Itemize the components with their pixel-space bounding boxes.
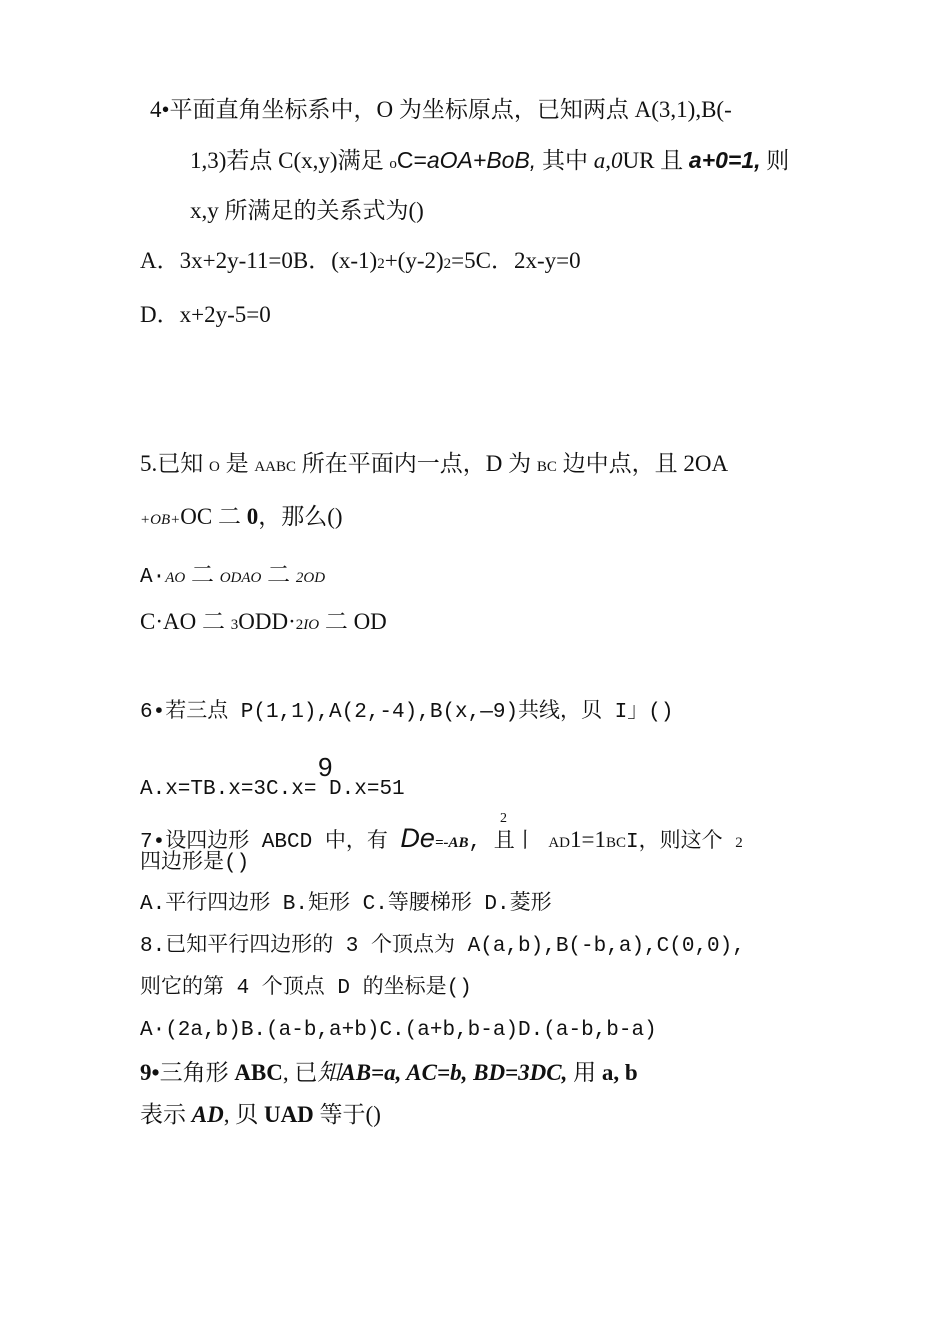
q7-sub-2: 2 (735, 835, 743, 851)
q9-line-1 (140, 1058, 638, 1088)
q5-zero: 0 (246, 504, 259, 529)
q5-text: 5.已知 (140, 451, 209, 476)
q5-option-label: A· (140, 566, 166, 589)
q5-text: 是 (219, 451, 255, 476)
q9-text: 表示 (140, 1102, 192, 1127)
q5-vector: IO (303, 617, 320, 633)
q5-text: 二 (261, 562, 296, 587)
q8-options: A·(2a,b)B.(a-b,a+b)C.(a+b,b-a)D.(a-b,b-a) (140, 1019, 657, 1042)
q5-text: 边中点，且 (556, 451, 684, 476)
q5-line-2 (140, 502, 343, 535)
q9-vector-ad: AD (191, 1102, 224, 1127)
q4-text: 其中 (536, 148, 594, 173)
q4-option-text: +(y-2) (384, 248, 444, 273)
q6-line-1: 6•若三点 P(1,1),A(2,-4),B(x,—9)共线，贝 I」() (140, 701, 674, 724)
q9-text: 知 (317, 1060, 341, 1085)
q9-triangle: ABC (234, 1060, 283, 1085)
q4-line-2 (190, 145, 789, 179)
q5-text: 二 OD (319, 609, 387, 634)
q9-text: 等于() (313, 1102, 381, 1127)
q4-sub-o: o (389, 156, 397, 172)
q5-triangle: AABC (254, 459, 297, 475)
q4-option-text: =5C．2x-y=0 (451, 248, 581, 273)
q8-line-2: 则它的第 4 个顶点 D 的坐标是() (140, 977, 472, 1000)
q5-vector: 2OA (683, 451, 729, 476)
q5-text: ODD· (238, 609, 296, 634)
q9-number: 9• (140, 1060, 160, 1085)
q5-text: C·AO 二 (140, 609, 231, 634)
q5-coef: 2 (295, 617, 304, 633)
q5-options-cd (140, 607, 387, 640)
q6-fraction-9: 9 (318, 752, 333, 782)
q4-text: UR 且 (622, 148, 689, 173)
q4-sub-2: 2 (377, 256, 385, 272)
q7-text: I，则这个 (625, 831, 736, 854)
q7-sup-2: 2 (500, 811, 507, 826)
q4-option-text: A．3x+2y-11=0B．(x-1) (140, 248, 378, 273)
q9-vector-ad: UAD (263, 1102, 314, 1127)
q4-line-1: 4•平面直角坐标系中，O 为坐标原点，已知两点 A(3,1),B(- (150, 97, 732, 122)
q4-options-abc (140, 246, 581, 279)
q5-point-o: O (209, 459, 220, 475)
q5-text: OC 二 (180, 504, 247, 529)
q5-line-1 (140, 449, 728, 482)
q9-line-2 (140, 1100, 381, 1130)
q4-vector-expr: aOA+BoB, (426, 147, 537, 173)
q5-vector-expr: +OB+ (140, 512, 181, 528)
q5-coef: 3 (230, 617, 239, 633)
q5-vector: 2OD (295, 570, 326, 586)
q4-text: C= (396, 147, 427, 173)
q7-vector-ab: =-AB (434, 835, 469, 851)
q4-text: 则 (760, 148, 790, 173)
q4-sub-2: 2 (443, 256, 452, 272)
q5-text: 所在平面内一点，D 为 (296, 451, 537, 476)
q8-line-1: 8.已知平行四边形的 3 个顶点为 A(a,b),B(-b,a),C(0,0), (140, 935, 745, 958)
q7-text: 1=1 (569, 827, 606, 852)
q5-segment: BC (536, 459, 557, 475)
q9-text: 三角形 (159, 1060, 235, 1085)
q6-options: A.x=TB.x=3C.x= D.x=51 (140, 778, 405, 801)
q9-vectors: a, b (601, 1060, 638, 1085)
q5-text: ，那么() (258, 504, 343, 529)
q7-segment: AD (548, 835, 570, 851)
q9-text: , 贝 (223, 1102, 264, 1127)
q4-params: a,0 (593, 148, 623, 173)
q9-text: 用 (567, 1060, 602, 1085)
q5-options-ab (140, 560, 325, 593)
q7-text: , 且丨 (468, 831, 549, 854)
q4-condition: a+0=1, (688, 147, 761, 173)
q5-text: 二 (185, 562, 220, 587)
q7-line-2: 四边形是() (140, 852, 250, 875)
q4-option-d: D．x+2y-5=0 (140, 302, 271, 327)
q5-vector: AO (165, 570, 186, 586)
q7-vector-dc: De (400, 823, 435, 853)
q7-options: A.平行四边形 B.矩形 C.等腰梯形 D.菱形 (140, 893, 552, 916)
q9-vector-conditions: AB=a, AC=b, BD=3DC, (340, 1060, 568, 1085)
q7-text: 7•设四边形 ABCD 中，有 (140, 831, 401, 854)
q4-text: 1,3)若点 C(x,y)满足 (190, 148, 390, 173)
q9-text: , 已 (282, 1060, 318, 1085)
q7-segment: BC (605, 835, 626, 851)
q5-vector: ODAO (219, 570, 262, 586)
q4-line-3: x,y 所满足的关系式为() (190, 198, 424, 223)
